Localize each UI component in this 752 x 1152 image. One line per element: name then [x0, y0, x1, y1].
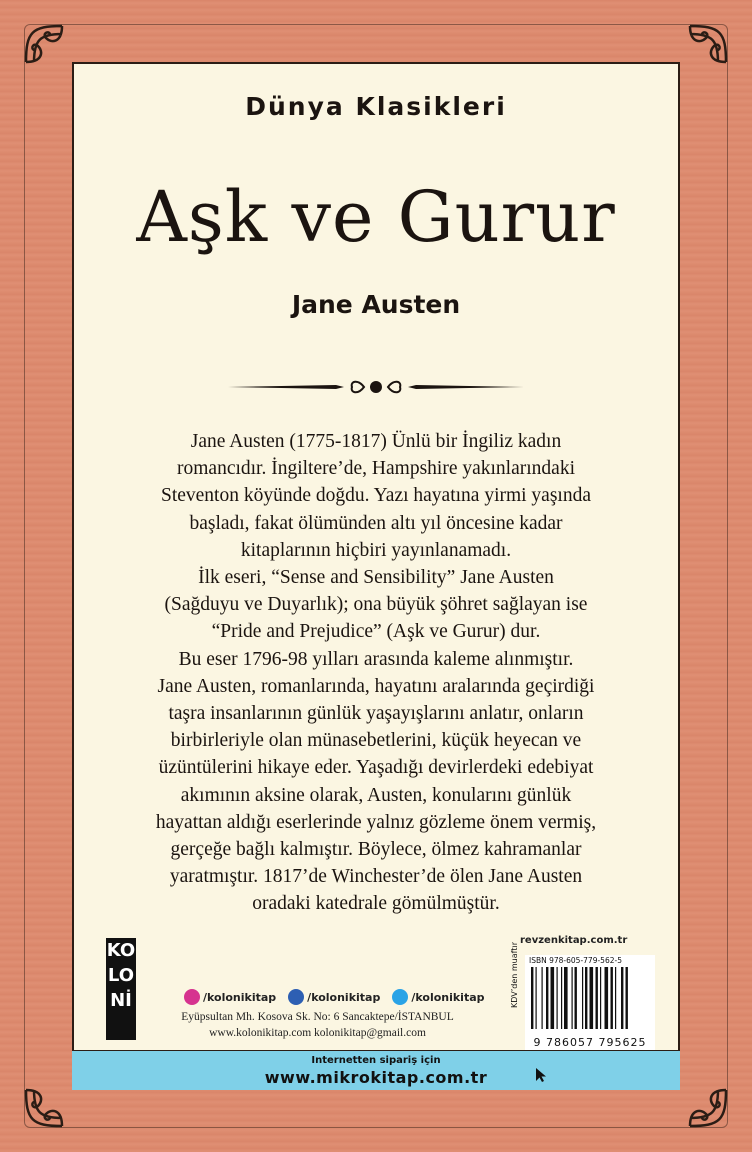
description-line: kitaplarının hiçbiri yayınlanamadı.: [240, 539, 512, 561]
barcode-bar: [615, 967, 616, 1029]
author-name: Jane Austen: [291, 290, 461, 319]
tax-note: KDV’den muaftır: [510, 942, 519, 1008]
barcode-bar: [536, 967, 537, 1029]
barcode-bar: [561, 967, 562, 1029]
publisher-address: Eyüpsultan Mh. Kosova Sk. No: 6 Sancaktepe/İSTANBUL: [181, 1011, 454, 1023]
barcode-bar: [542, 967, 543, 1029]
barcode-bar: [551, 967, 555, 1029]
description-line: romancıdır. İngiltere’de, Hampshire yakınlarındaki: [177, 458, 575, 480]
barcode-bar: [611, 967, 613, 1029]
barcode-bar: [546, 967, 548, 1029]
twitter-icon: [392, 989, 408, 1005]
banner-url[interactable]: www.mikrokitap.com.tr: [264, 1068, 488, 1087]
barcode-bar: [572, 967, 573, 1029]
barcode-bar: [582, 967, 583, 1029]
ornamental-divider: [226, 376, 526, 398]
description-line: Steventon köyünde doğdu. Yazı hayatına yirmi yaşında: [160, 485, 592, 507]
barcode-bars: [531, 967, 649, 1029]
description-line: “Pride and Prejudice” (Aşk ve Gurur) dur.: [211, 621, 541, 643]
barcode-bar: [605, 967, 609, 1029]
series-name: Dünya Klasikleri: [245, 92, 507, 121]
barcode-bar: [557, 967, 558, 1029]
description-line: taşra insanlarının günlük yaşayışlarını anlatır, onların: [168, 703, 584, 725]
description-line: akımının aksine olarak, Austen, konularını günlük: [180, 784, 572, 806]
cursor-icon: [535, 1067, 549, 1083]
barcode-bar: [531, 967, 533, 1029]
description-text: [96, 428, 656, 918]
barcode-bar: [600, 967, 601, 1029]
barcode-bar: [590, 967, 594, 1029]
publisher-web[interactable]: www.kolonikitap.com kolonikitap@gmail.com: [209, 1027, 426, 1039]
description-line: gerçeğe bağlı kalmıştır. Böylece, ölmez kahramanlar: [170, 839, 582, 861]
description-line: üzüntülerini hikaye eder. Yaşadığı devirlerdeki edebiyat: [158, 757, 594, 779]
description-line: İlk eseri, “Sense and Sensibility” Jane Austen: [198, 567, 554, 589]
barcode-bar: [585, 967, 587, 1029]
isbn-barcode: [525, 955, 655, 1050]
isbn-digits: 9 786057 795625: [533, 1036, 647, 1049]
instagram-icon: [184, 989, 200, 1005]
banner-caption: Internetten sipariş için: [311, 1055, 441, 1066]
isbn-label: ISBN 978-605-779-562-5: [529, 956, 622, 965]
description-line: Bu eser 1796-98 yılları arasında kaleme alınmıştır.: [178, 648, 574, 670]
barcode-bar: [626, 967, 628, 1029]
description-line: birbirleriyle olan münasebetlerini, küçük heyecan ve: [170, 730, 582, 752]
distributor-url[interactable]: revzenkitap.com.tr: [520, 935, 628, 946]
barcode-bar: [564, 967, 568, 1029]
social-instagram[interactable]: /kolonikitap: [184, 989, 276, 1005]
publisher-logo: KO LO Nİ: [106, 938, 136, 1040]
social-facebook[interactable]: /kolonikitap: [288, 989, 380, 1005]
social-links: [184, 989, 485, 1005]
description-line: oradaki katedrale gömülmüştür.: [252, 893, 500, 915]
social-twitter[interactable]: /kolonikitap: [392, 989, 484, 1005]
barcode-bar: [575, 967, 577, 1029]
order-banner: [72, 1050, 680, 1090]
barcode-bar: [621, 967, 623, 1029]
description-line: Jane Austen (1775-1817) Ünlü bir İngiliz kadın: [190, 431, 562, 452]
barcode-bar: [596, 967, 598, 1029]
facebook-icon: [288, 989, 304, 1005]
description-line: (Sağduyu ve Duyarlık); ona büyük şöhret sağlayan ise: [164, 594, 588, 616]
description-line: hayattan aldığı eserlerinde yalnız gözleme önem vermiş,: [155, 811, 597, 833]
book-title: Aşk ve Gurur: [136, 176, 616, 258]
description-line: yaratmıştır. 1817’de Winchester’de ölen Jane Austen: [169, 866, 583, 888]
description-line: Jane Austen, romanlarında, hayatını aralarında geçirdiği: [157, 675, 595, 697]
description-line: başladı, fakat ölümünden altı yıl öncesine kadar: [189, 512, 563, 534]
